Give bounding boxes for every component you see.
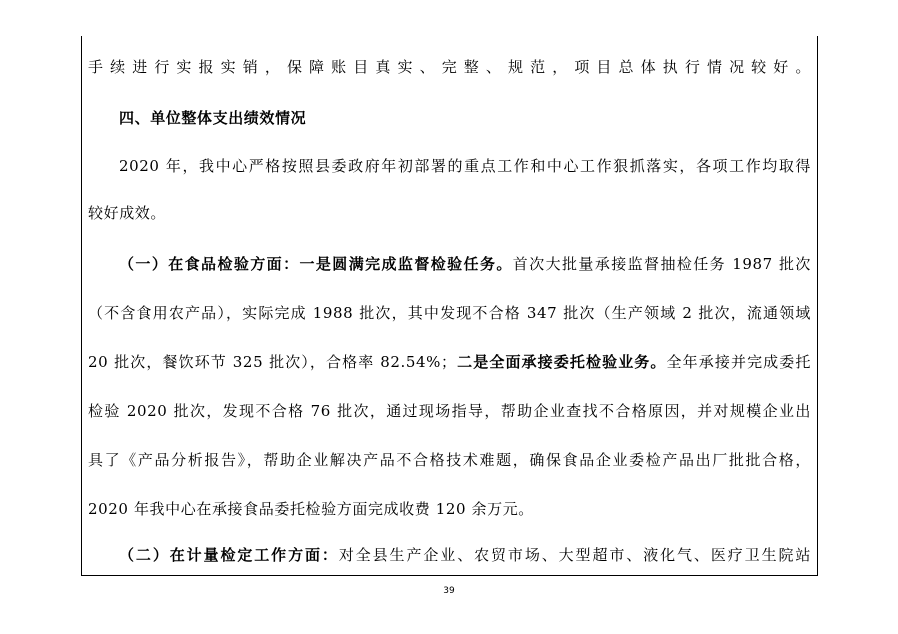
- paragraph-line: [119, 545, 811, 565]
- food-point-two: 二是全面承接委托检验业务。: [456, 353, 667, 371]
- paragraph-line: 检验 2020 批次，发现不合格 76 批次，通过现场指导，帮助企业查找不合格原因，并对规模企业出: [88, 402, 811, 420]
- paragraph-text: 对全县生产企业、农贸市场、大型超市、液化气、医疗卫生院站: [338, 546, 811, 564]
- paragraph-text: 全年承接并完成委托: [666, 353, 811, 371]
- paragraph-line: [88, 352, 811, 372]
- text-frame: [81, 36, 818, 576]
- paragraph-line: （不含食用农产品），实际完成 1988 批次，其中发现不合格 347 批次（生产领域 2 批次，流通领域: [88, 304, 811, 322]
- food-point-one: 一是圆满完成监督检验任务。: [299, 255, 513, 273]
- paragraph-line: 较好成效。: [88, 204, 167, 222]
- paragraph-line: [119, 254, 811, 274]
- paragraph-line: 手续进行实报实销，保障账目真实、完整、规范，项目总体执行情况较好。: [88, 58, 811, 76]
- paragraph-line: 具了《产品分析报告》，帮助企业解决产品不合格技术难题，确保食品企业委检产品出厂批批合格，: [88, 451, 811, 469]
- paragraph-text: 首次大批量承接监督抽检任务 1987 批次: [512, 255, 811, 273]
- paragraph-text: 20 批次，餐饮环节 325 批次），合格率 82.54%；: [88, 353, 457, 371]
- paragraph-line: 2020 年我中心在承接食品委托检验方面完成收费 120 余万元。: [88, 500, 534, 518]
- page-number: 39: [443, 586, 455, 596]
- metrology-heading: （二）在计量检定工作方面：: [119, 546, 339, 564]
- paragraph-line: 2020 年，我中心严格按照县委政府年初部署的重点工作和中心工作狠抓落实，各项工作均取得: [119, 157, 811, 175]
- food-inspection-heading: （一）在食品检验方面：: [119, 255, 300, 273]
- section-heading: 四、单位整体支出绩效情况: [119, 109, 307, 127]
